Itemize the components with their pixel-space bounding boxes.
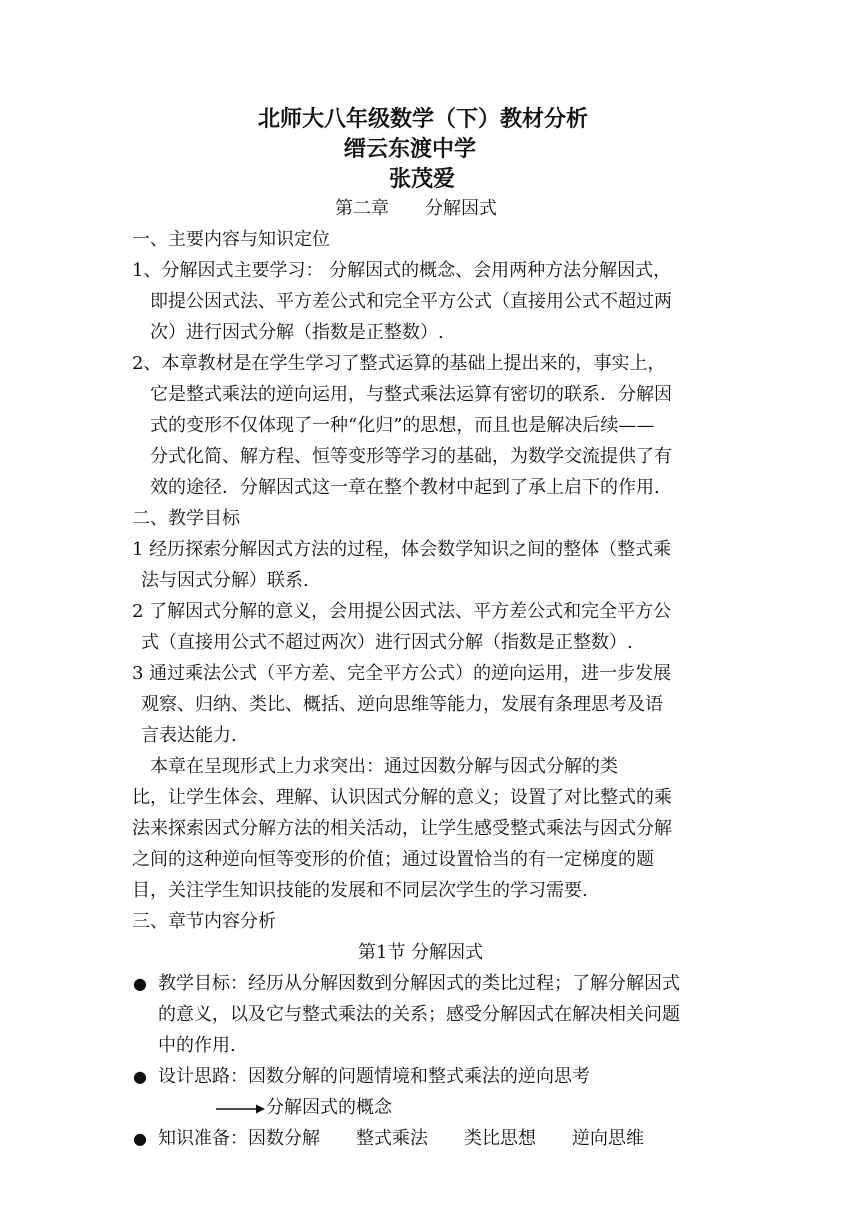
bullet-dot-icon: ●: [133, 1067, 147, 1086]
paragraph-line: 分式化简、解方程、恒等变形等学习的基础，为数学交流提供了有: [150, 446, 672, 467]
paragraph-line: 它是整式乘法的逆向运用，与整式乘法运算有密切的联系．分解因: [150, 384, 672, 405]
bullet-text-line: 设计思路：因数分解的问题情境和整式乘法的逆向思考: [158, 1066, 590, 1087]
bullet-text-line: 中的作用.: [158, 1035, 236, 1056]
paragraph-line: 言表达能力.: [141, 725, 237, 746]
chapter-heading: 第二章 分解因式: [335, 198, 497, 219]
bullet-text-line: 教学目标：经历从分解因数到分解因式的类比过程；了解分解因式: [158, 973, 680, 994]
right-arrow-icon: [216, 1103, 266, 1115]
bullet-text-line: 的意义，以及它与整式乘法的关系；感受分解因式在解决相关问题: [158, 1004, 680, 1025]
paragraph-line: 效的途径．分解因式这一章在整个教材中起到了承上启下的作用.: [150, 477, 660, 498]
paragraph-line: 目，关注学生知识技能的发展和不同层次学生的学习需要.: [132, 880, 588, 901]
paragraph-line: 之间的这种逆向恒等变形的价值；通过设置恰当的有一定梯度的题: [132, 849, 654, 870]
concept-result-text: 分解因式的概念: [266, 1097, 392, 1118]
section-heading-3: 三、章节内容分析: [132, 911, 276, 932]
paragraph-line: 观察、归纳、类比、概括、逆向思维等能力，发展有条理思考及语: [141, 694, 663, 715]
section-heading-2: 二、教学目标: [132, 508, 240, 529]
paragraph-line: 1、分解因式主要学习： 分解因式的概念、会用两种方法分解因式，: [132, 260, 672, 281]
paragraph-line: 次）进行因式分解（指数是正整数）.: [150, 322, 444, 343]
paragraph-line: 法来探索因式分解方法的相关活动，让学生感受整式乘法与因式分解: [132, 818, 672, 839]
paragraph-line: 即提公因式法、平方差公式和完全平方公式（直接用公式不超过两: [150, 291, 672, 312]
paragraph-line: 2、本章教材是在学生学习了整式运算的基础上提出来的，事实上，: [132, 353, 666, 374]
paragraph-line: 本章在呈现形式上力求突出：通过因数分解与因式分解的类: [150, 756, 618, 777]
bullet-dot-icon: ●: [133, 974, 147, 993]
paragraph-line: 式（直接用公式不超过两次）进行因式分解（指数是正整数）.: [141, 632, 633, 653]
section-heading-1: 一、主要内容与知识定位: [132, 229, 330, 250]
paragraph-line: 3 通过乘法公式（平方差、完全平方公式）的逆向运用，进一步发展: [132, 663, 672, 684]
paragraph-line: 式的变形不仅体现了一种“化归”的思想，而且也是解决后续——: [150, 415, 655, 436]
paragraph-line: 2 了解因式分解的意义，会用提公因式法、平方差公式和完全平方公: [132, 601, 672, 622]
paragraph-line: 比，让学生体会、理解、认识因式分解的意义；设置了对比整式的乘: [132, 787, 672, 808]
bullet-text-line: 知识准备：因数分解 整式乘法 类比思想 逆向思维: [158, 1128, 644, 1149]
paragraph-line: 法与因式分解）联系.: [141, 570, 309, 591]
school-name: 缙云东渡中学: [344, 137, 477, 162]
paragraph-line: 1 经历探索分解因式方法的过程，体会数学知识之间的整体（整式乘: [132, 539, 672, 560]
subsection-heading: 第1节 分解因式: [358, 942, 484, 963]
author-name: 张茂爱: [389, 167, 456, 192]
bullet-dot-icon: ●: [133, 1129, 147, 1148]
document-title: 北师大八年级数学（下）教材分析: [258, 107, 589, 132]
